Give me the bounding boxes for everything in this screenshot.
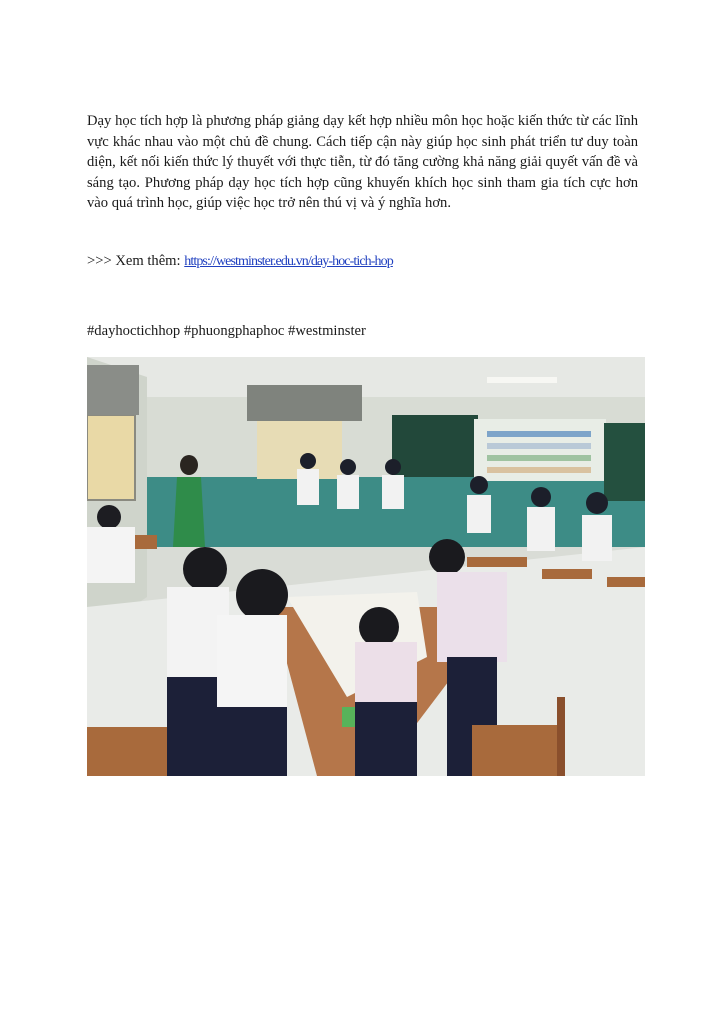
intro-paragraph: Dạy học tích hợp là phương pháp giảng dạy kết hợp nhiều môn học hoặc kiến thức từ các lĩnh vực khác nhau vào một chủ đề chung. Cách tiếp cận này giúp học sinh phát triển tư duy toàn diện, kết nối kiến thức lý thuyết với thực tiễn, từ đó tăng cường khả năng giải quyết vấn đề và sáng tạo. Phương pháp dạy học tích hợp cũng khuyến khích học sinh tham gia tích cực hơn vào quá trình học, giúp việc học trở nên thú vị và ý nghĩa hơn.: [87, 113, 638, 212]
see-more-link[interactable]: https://westminster.edu.vn/day-hoc-tich-hop: [184, 254, 393, 269]
see-more-prefix: >>> Xem thêm:: [87, 253, 185, 269]
classroom-photo-illustration: [87, 357, 645, 776]
hashtags: #dayhoctichhop #phuongphaphoc #westminster: [87, 323, 366, 339]
classroom-photo: [87, 357, 645, 776]
see-more-line: [87, 251, 638, 272]
